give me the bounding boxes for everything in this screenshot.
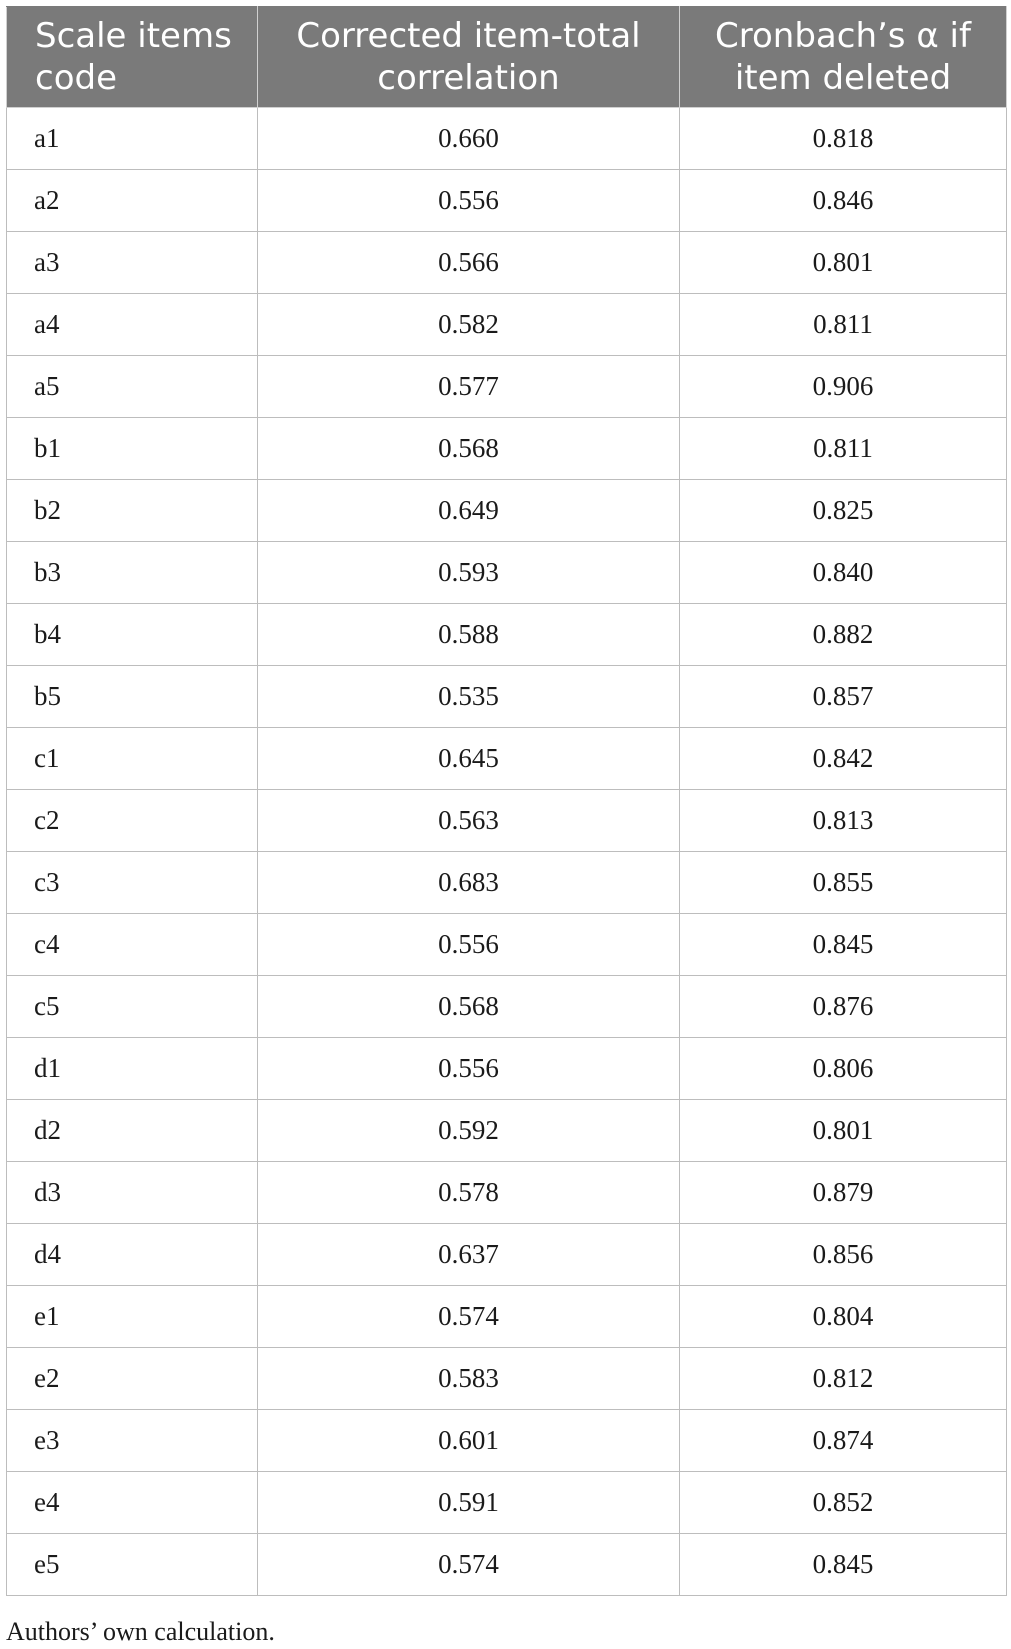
item-total-correlation-cell: 0.566 — [258, 232, 680, 294]
table-row — [7, 542, 1007, 604]
item-code-cell: b4 — [7, 604, 258, 666]
table-row — [7, 1534, 1007, 1596]
item-code-cell: e3 — [7, 1410, 258, 1472]
item-total-correlation-cell: 0.582 — [258, 294, 680, 356]
alpha-if-deleted-cell: 0.801 — [680, 232, 1007, 294]
table-footnote: Authors’ own calculation. — [6, 1617, 275, 1646]
item-code-cell: d2 — [7, 1100, 258, 1162]
alpha-if-deleted-cell: 0.813 — [680, 790, 1007, 852]
item-code-cell: e5 — [7, 1534, 258, 1596]
table-row — [7, 976, 1007, 1038]
alpha-if-deleted-cell: 0.855 — [680, 852, 1007, 914]
item-total-correlation-cell: 0.578 — [258, 1162, 680, 1224]
item-code-cell: a1 — [7, 108, 258, 170]
alpha-if-deleted-cell: 0.852 — [680, 1472, 1007, 1534]
table-row — [7, 728, 1007, 790]
item-total-correlation-cell: 0.583 — [258, 1348, 680, 1410]
item-total-correlation-cell: 0.645 — [258, 728, 680, 790]
table-header — [7, 7, 1007, 108]
alpha-if-deleted-cell: 0.845 — [680, 1534, 1007, 1596]
item-code-cell: b1 — [7, 418, 258, 480]
table-row — [7, 480, 1007, 542]
header-scale-items-code: Scale items code — [7, 7, 258, 108]
table-row — [7, 170, 1007, 232]
table-row — [7, 666, 1007, 728]
item-total-correlation-cell: 0.683 — [258, 852, 680, 914]
item-total-correlation-cell: 0.660 — [258, 108, 680, 170]
item-code-cell: c3 — [7, 852, 258, 914]
alpha-if-deleted-cell: 0.874 — [680, 1410, 1007, 1472]
item-code-cell: e4 — [7, 1472, 258, 1534]
alpha-if-deleted-cell: 0.801 — [680, 1100, 1007, 1162]
item-total-correlation-cell: 0.563 — [258, 790, 680, 852]
alpha-if-deleted-cell: 0.842 — [680, 728, 1007, 790]
item-code-cell: c4 — [7, 914, 258, 976]
item-code-cell: a3 — [7, 232, 258, 294]
alpha-if-deleted-cell: 0.856 — [680, 1224, 1007, 1286]
alpha-if-deleted-cell: 0.804 — [680, 1286, 1007, 1348]
item-total-correlation-cell: 0.588 — [258, 604, 680, 666]
item-total-correlation-cell: 0.556 — [258, 914, 680, 976]
alpha-if-deleted-cell: 0.812 — [680, 1348, 1007, 1410]
item-total-correlation-cell: 0.568 — [258, 418, 680, 480]
item-code-cell: a4 — [7, 294, 258, 356]
table-row — [7, 852, 1007, 914]
header-row — [7, 7, 1007, 108]
item-total-correlation-cell: 0.601 — [258, 1410, 680, 1472]
item-total-correlation-cell: 0.535 — [258, 666, 680, 728]
item-code-cell: a5 — [7, 356, 258, 418]
table-row — [7, 232, 1007, 294]
item-code-cell: e1 — [7, 1286, 258, 1348]
alpha-if-deleted-cell: 0.845 — [680, 914, 1007, 976]
table-row — [7, 914, 1007, 976]
alpha-if-deleted-cell: 0.818 — [680, 108, 1007, 170]
header-cronbach-alpha-if-deleted: Cronbach’s α if item deleted — [680, 7, 1007, 108]
item-code-cell: b5 — [7, 666, 258, 728]
item-code-cell: b3 — [7, 542, 258, 604]
reliability-table-container — [6, 6, 1006, 1596]
item-code-cell: d4 — [7, 1224, 258, 1286]
alpha-if-deleted-cell: 0.857 — [680, 666, 1007, 728]
table-row — [7, 1472, 1007, 1534]
item-total-correlation-cell: 0.574 — [258, 1286, 680, 1348]
item-code-cell: c2 — [7, 790, 258, 852]
alpha-if-deleted-cell: 0.811 — [680, 294, 1007, 356]
alpha-if-deleted-cell: 0.846 — [680, 170, 1007, 232]
item-code-cell: d1 — [7, 1038, 258, 1100]
table-row — [7, 1162, 1007, 1224]
item-code-cell: c1 — [7, 728, 258, 790]
table-row — [7, 604, 1007, 666]
table-row — [7, 1100, 1007, 1162]
alpha-if-deleted-cell: 0.840 — [680, 542, 1007, 604]
table-row — [7, 1286, 1007, 1348]
alpha-if-deleted-cell: 0.806 — [680, 1038, 1007, 1100]
alpha-if-deleted-cell: 0.906 — [680, 356, 1007, 418]
alpha-if-deleted-cell: 0.876 — [680, 976, 1007, 1038]
item-total-correlation-cell: 0.574 — [258, 1534, 680, 1596]
table-row — [7, 1348, 1007, 1410]
table-body — [7, 108, 1007, 1596]
item-code-cell: b2 — [7, 480, 258, 542]
table-row — [7, 294, 1007, 356]
item-code-cell: c5 — [7, 976, 258, 1038]
table-row — [7, 418, 1007, 480]
table-row — [7, 790, 1007, 852]
table-row — [7, 356, 1007, 418]
item-total-correlation-cell: 0.649 — [258, 480, 680, 542]
alpha-if-deleted-cell: 0.882 — [680, 604, 1007, 666]
header-corrected-item-total-correlation: Corrected item-total correlation — [258, 7, 680, 108]
item-total-correlation-cell: 0.556 — [258, 1038, 680, 1100]
alpha-if-deleted-cell: 0.879 — [680, 1162, 1007, 1224]
table-row — [7, 108, 1007, 170]
table-row — [7, 1038, 1007, 1100]
alpha-if-deleted-cell: 0.811 — [680, 418, 1007, 480]
item-code-cell: d3 — [7, 1162, 258, 1224]
item-code-cell: e2 — [7, 1348, 258, 1410]
item-total-correlation-cell: 0.591 — [258, 1472, 680, 1534]
item-total-correlation-cell: 0.592 — [258, 1100, 680, 1162]
item-total-correlation-cell: 0.593 — [258, 542, 680, 604]
item-total-correlation-cell: 0.577 — [258, 356, 680, 418]
item-code-cell: a2 — [7, 170, 258, 232]
reliability-table — [6, 6, 1007, 1596]
table-row — [7, 1410, 1007, 1472]
item-total-correlation-cell: 0.556 — [258, 170, 680, 232]
alpha-if-deleted-cell: 0.825 — [680, 480, 1007, 542]
table-row — [7, 1224, 1007, 1286]
item-total-correlation-cell: 0.568 — [258, 976, 680, 1038]
item-total-correlation-cell: 0.637 — [258, 1224, 680, 1286]
